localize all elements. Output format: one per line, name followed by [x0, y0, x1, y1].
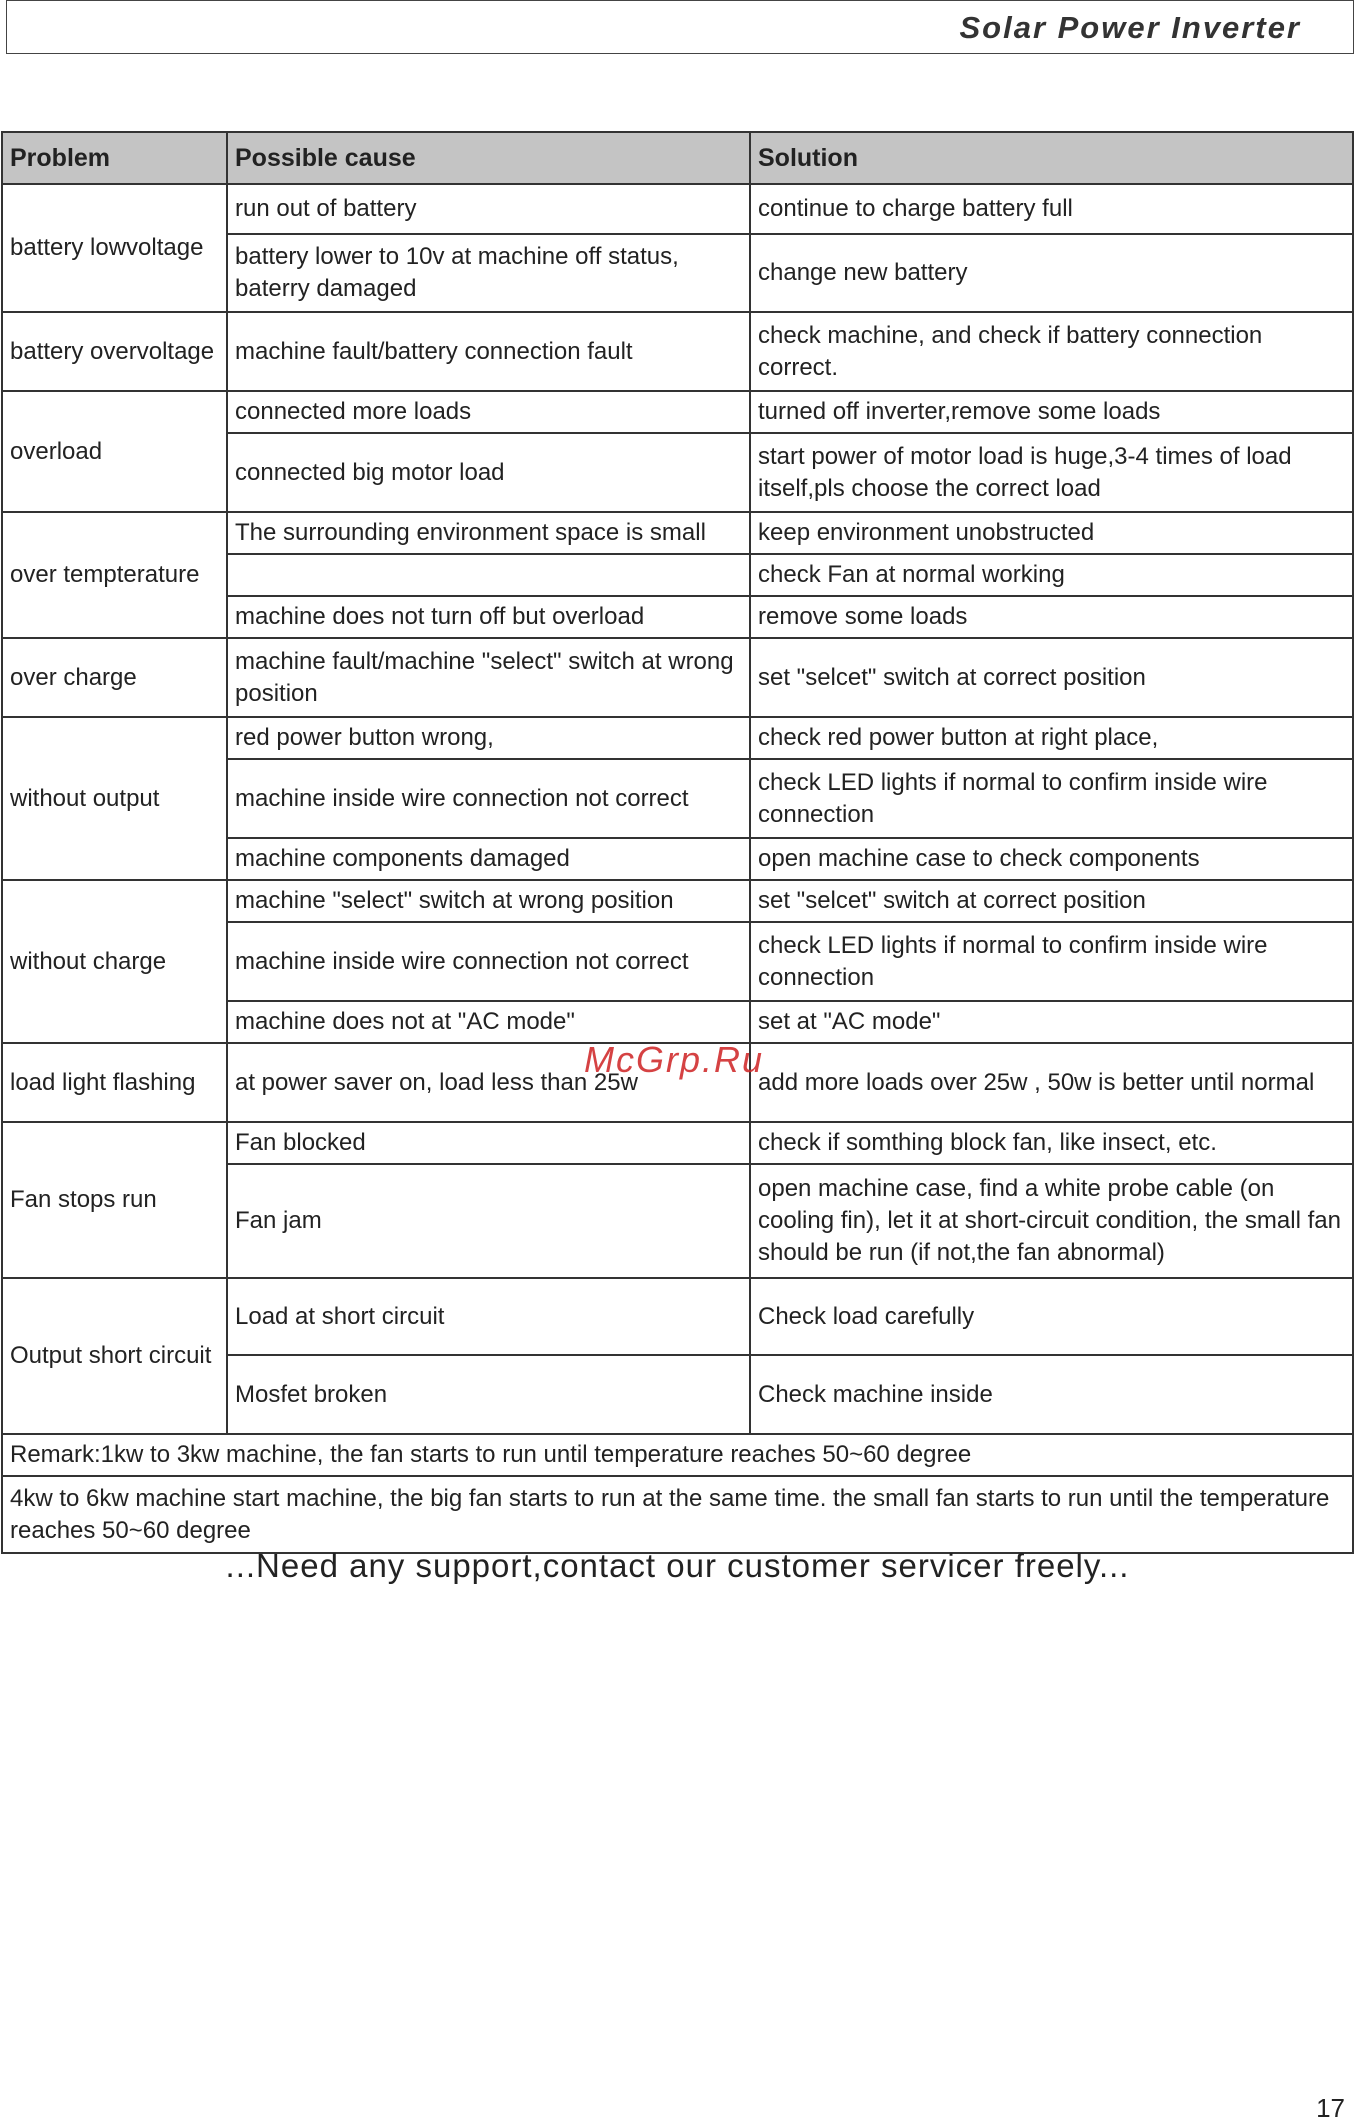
problem-cell: Fan stops run	[2, 1122, 227, 1278]
solution-cell: check Fan at normal working	[750, 554, 1353, 596]
column-header-cause: Possible cause	[227, 132, 750, 184]
column-header-problem: Problem	[2, 132, 227, 184]
cause-cell: connected more loads	[227, 391, 750, 433]
page-number: 17	[1316, 2093, 1345, 2123]
solution-cell: check LED lights if normal to confirm inside wire connection	[750, 922, 1353, 1001]
table-body	[2, 184, 1353, 1553]
remark-text: 4kw to 6kw machine start machine, the big fan starts to run at the same time. the small fan starts to run until the temperature reaches 50~60 degree	[2, 1476, 1353, 1553]
page-header	[6, 0, 1354, 54]
solution-cell: set at "AC mode"	[750, 1001, 1353, 1043]
table-row	[2, 312, 1353, 391]
remark-row	[2, 1434, 1353, 1476]
solution-cell: check if somthing block fan, like insect, etc.	[750, 1122, 1353, 1164]
column-header-solution: Solution	[750, 132, 1353, 184]
table-row	[2, 1278, 1353, 1355]
table-row	[2, 184, 1353, 234]
solution-cell: turned off inverter,remove some loads	[750, 391, 1353, 433]
solution-cell: check LED lights if normal to confirm inside wire connection	[750, 759, 1353, 838]
table-row	[2, 391, 1353, 433]
troubleshooting-table	[1, 131, 1354, 1554]
problem-cell: battery lowvoltage	[2, 184, 227, 312]
table-row	[2, 512, 1353, 554]
problem-cell: battery overvoltage	[2, 312, 227, 391]
header-title: Solar Power Inverter	[959, 10, 1301, 45]
cause-cell	[227, 554, 750, 596]
cause-cell: run out of battery	[227, 184, 750, 234]
problem-cell: load light flashing	[2, 1043, 227, 1122]
cause-cell: battery lower to 10v at machine off status, baterry damaged	[227, 234, 750, 312]
cause-cell: connected big motor load	[227, 433, 750, 512]
watermark: McGrp.Ru	[584, 1039, 765, 1080]
cause-cell: machine fault/machine "select" switch at wrong position	[227, 638, 750, 717]
table-row	[2, 638, 1353, 717]
solution-cell: check red power button at right place,	[750, 717, 1353, 759]
table-row	[2, 717, 1353, 759]
cause-cell: machine "select" switch at wrong position	[227, 880, 750, 922]
solution-cell: Check load carefully	[750, 1278, 1353, 1355]
solution-cell: set "selcet" switch at correct position	[750, 880, 1353, 922]
cause-cell: Load at short circuit	[227, 1278, 750, 1355]
solution-cell: change new battery	[750, 234, 1353, 312]
cause-cell: machine does not turn off but overload	[227, 596, 750, 638]
solution-cell: remove some loads	[750, 596, 1353, 638]
solution-cell: check machine, and check if battery connection correct.	[750, 312, 1353, 391]
cause-cell: The surrounding environment space is small	[227, 512, 750, 554]
solution-cell: keep environment unobstructed	[750, 512, 1353, 554]
cause-cell: red power button wrong,	[227, 717, 750, 759]
problem-cell: without charge	[2, 880, 227, 1043]
solution-cell: open machine case to check components	[750, 838, 1353, 880]
cause-cell: machine inside wire connection not correct	[227, 922, 750, 1001]
solution-cell: open machine case, find a white probe cable (on cooling fin), let it at short-circuit condition, the small fan should be run (if not,the fan abnormal)	[750, 1164, 1353, 1278]
solution-cell: add more loads over 25w , 50w is better until normal	[750, 1043, 1353, 1122]
solution-cell: continue to charge battery full	[750, 184, 1353, 234]
problem-cell: without output	[2, 717, 227, 880]
remark-row	[2, 1476, 1353, 1553]
footer-support-note: ...Need any support,contact our customer servicer freely...	[225, 1547, 1130, 1584]
problem-cell: over tempterature	[2, 512, 227, 638]
table-row	[2, 1122, 1353, 1164]
table-row	[2, 880, 1353, 922]
cause-cell: machine does not at "AC mode"	[227, 1001, 750, 1043]
problem-cell: over charge	[2, 638, 227, 717]
solution-cell: Check machine inside	[750, 1355, 1353, 1434]
remark-text: Remark:1kw to 3kw machine, the fan starts to run until temperature reaches 50~60 degree	[2, 1434, 1353, 1476]
solution-cell: set "selcet" switch at correct position	[750, 638, 1353, 717]
cause-cell: machine components damaged	[227, 838, 750, 880]
cause-cell: at power saver on, load less than 25w	[227, 1043, 750, 1122]
problem-cell: overload	[2, 391, 227, 512]
cause-cell: machine fault/battery connection fault	[227, 312, 750, 391]
table-header-row	[2, 132, 1353, 184]
problem-cell: Output short circuit	[2, 1278, 227, 1434]
cause-cell: machine inside wire connection not correct	[227, 759, 750, 838]
cause-cell: Fan jam	[227, 1164, 750, 1278]
cause-cell: Mosfet broken	[227, 1355, 750, 1434]
solution-cell: start power of motor load is huge,3-4 times of load itself,pls choose the correct load	[750, 433, 1353, 512]
cause-cell: Fan blocked	[227, 1122, 750, 1164]
